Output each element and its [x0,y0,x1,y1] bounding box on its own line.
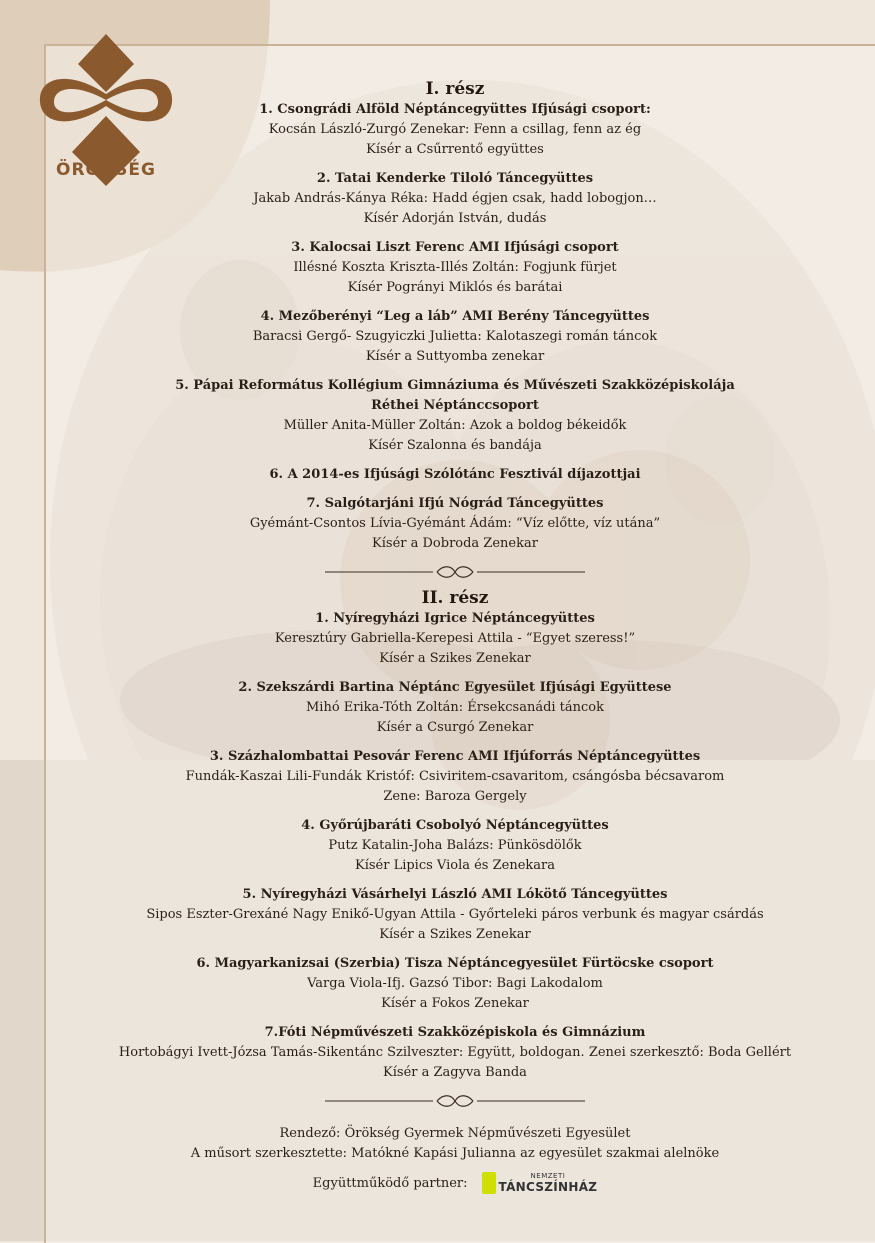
choreography-line: Hortobágyi Ivett-Józsa Tamás-Sikentánc Szilveszter: Együtt, boldogan. Zenei szerkesztő: Boda Gellért [118,1045,792,1060]
program-entry [100,954,810,1014]
choreography-line: Müller Anita-Müller Zoltán: Azok a boldog békeidők [283,418,627,433]
accompaniment-line: Kísér a Suttyomba zenekar [365,349,545,364]
accompaniment-line: Kísér a Zagyva Banda [383,1065,527,1080]
ensemble-name: 1. Csongrádi Alföld Néptáncegyüttes Ifjúsági csoport: [259,102,651,117]
logo-wordmark: ÖRÖKSÉG [56,160,156,180]
ensemble-name: 1. Nyíregyházi Igrice Néptáncegyüttes [315,611,595,626]
choreography-line: Keresztúry Gabriella-Kerepesi Attila - “Egyet szeress!” [274,631,636,646]
choreography-line: Sipos Eszter-Grexáné Nagy Enikő-Ugyan Attila - Győrteleki páros verbunk és magyar csárdás [146,907,764,922]
part1-title: I. rész [425,79,485,99]
program-entry [100,885,810,945]
part2-list [100,609,810,1083]
partner-logo-big-text: TÁNCSZÍNHÁZ [498,1180,598,1194]
accompaniment-line: Kísér a Csűrrentő együttes [366,142,544,157]
accompaniment-line: Kísér Szalonna és bandája [368,438,542,453]
accompaniment-line: Kísér Pogrányi Miklós és barátai [347,280,563,295]
program-entry [100,465,810,485]
accompaniment-line: Kísér a Dobroda Zenekar [372,536,538,551]
part2-title: II. rész [421,588,489,608]
accompaniment-line: Kísér a Fokos Zenekar [381,996,529,1011]
choreography-line: Fundák-Kaszai Lili-Fundák Kristóf: Csiviritem-csavaritom, csángósba bécsavarom [185,769,725,784]
nemzeti-tancszinhaz-logo-icon [482,1172,496,1194]
organizer-line: Rendező: Örökség Gyermek Népművészeti Egyesület [279,1126,631,1141]
program-entry [100,747,810,807]
partner-label: Együttműködő partner: [312,1175,468,1191]
partner-logo [482,1172,598,1194]
ensemble-name: 3. Kalocsai Liszt Ferenc AMI Ifjúsági csoport [291,240,619,255]
choreography-line: Kocsán László-Zurgó Zenekar: Fenn a csillag, fenn az ég [268,122,642,137]
ensemble-name: 5. Nyíregyházi Vásárhelyi László AMI Lókötő Táncegyüttes [242,887,668,902]
accompaniment-line: Kísér a Szikes Zenekar [379,927,531,942]
ensemble-name: 7.Fóti Népművészeti Szakközépiskola és Gimnázium [264,1025,646,1040]
partner-row [100,1172,810,1194]
editor-line: A műsort szerkesztette: Matókné Kapási Julianna az egyesület szakmai alelnöke [190,1146,720,1161]
program-content [100,78,810,1194]
ensemble-name: 3. Százhalombattai Pesovár Ferenc AMI Ifjúforrás Néptáncegyüttes [209,749,701,764]
program-entry [100,307,810,367]
accompaniment-line: Kísér a Csurgó Zenekar [376,720,534,735]
program-entry [100,816,810,876]
credits [100,1124,810,1194]
program-entry [100,609,810,669]
ensemble-name: 5. Pápai Református Kollégium Gimnáziuma és Művészeti Szakközépiskolája [175,378,735,393]
program-entry [100,494,810,554]
program-entry [100,1023,810,1083]
program-entry [100,238,810,298]
program-entry [100,169,810,229]
choreography-line: Gyémánt-Csontos Lívia-Gyémánt Ádám: “Víz előtte, víz utána” [249,516,661,531]
program-entry [100,376,810,456]
part1-list [100,100,810,554]
ensemble-name: 7. Salgótarjáni Ifjú Nógrád Táncegyüttes [306,496,604,511]
accompaniment-line: Kísér a Szikes Zenekar [379,651,531,666]
ensemble-name: 6. Magyarkanizsai (Szerbia) Tisza Néptáncegyesület Fürtöcske csoport [196,956,714,971]
ensemble-name: 6. A 2014-es Ifjúsági Szólótánc Fesztivál díjazottjai [269,467,641,482]
choreography-line: Mihó Erika-Tóth Zoltán: Érsekcsanádi táncok [305,700,605,715]
choreography-line: Varga Viola-Ifj. Gazsó Tibor: Bagi Lakodalom [307,976,603,991]
divider-ornament-icon [325,1094,585,1108]
ensemble-name: 4. Győrújbaráti Csobolyó Néptáncegyüttes [301,818,609,833]
choreography-line: Putz Katalin-Joha Balázs: Pünkösdölők [328,838,582,853]
choreography-line: Baracsi Gergő- Szugyiczki Julietta: Kalotaszegi román táncok [252,329,658,344]
ensemble-name: 4. Mezőberényi “Leg a láb” AMI Berény Táncegyüttes [260,309,650,324]
accompaniment-line: Kísér Adorján István, dudás [363,211,547,226]
accompaniment-line: Zene: Baroza Gergely [383,789,527,804]
partner-logo-small-text: NEMZETI [530,1172,566,1180]
divider-ornament-icon [325,565,585,579]
choreography-line: Jakab András-Kánya Réka: Hadd égjen csak, hadd lobogjon… [253,191,657,206]
choreography-line: Illésné Koszta Kriszta-Illés Zoltán: Fogjunk fürjet [293,260,617,275]
program-entry [100,678,810,738]
program-entry [100,100,810,160]
ensemble-name-continued: Réthei Néptánccsoport [371,398,539,413]
ensemble-name: 2. Tatai Kenderke Tiloló Táncegyüttes [316,171,594,186]
ensemble-name: 2. Szekszárdi Bartina Néptánc Egyesület Ifjúsági Együttese [238,680,672,695]
accompaniment-line: Kísér Lipics Viola és Zenekara [354,858,555,873]
